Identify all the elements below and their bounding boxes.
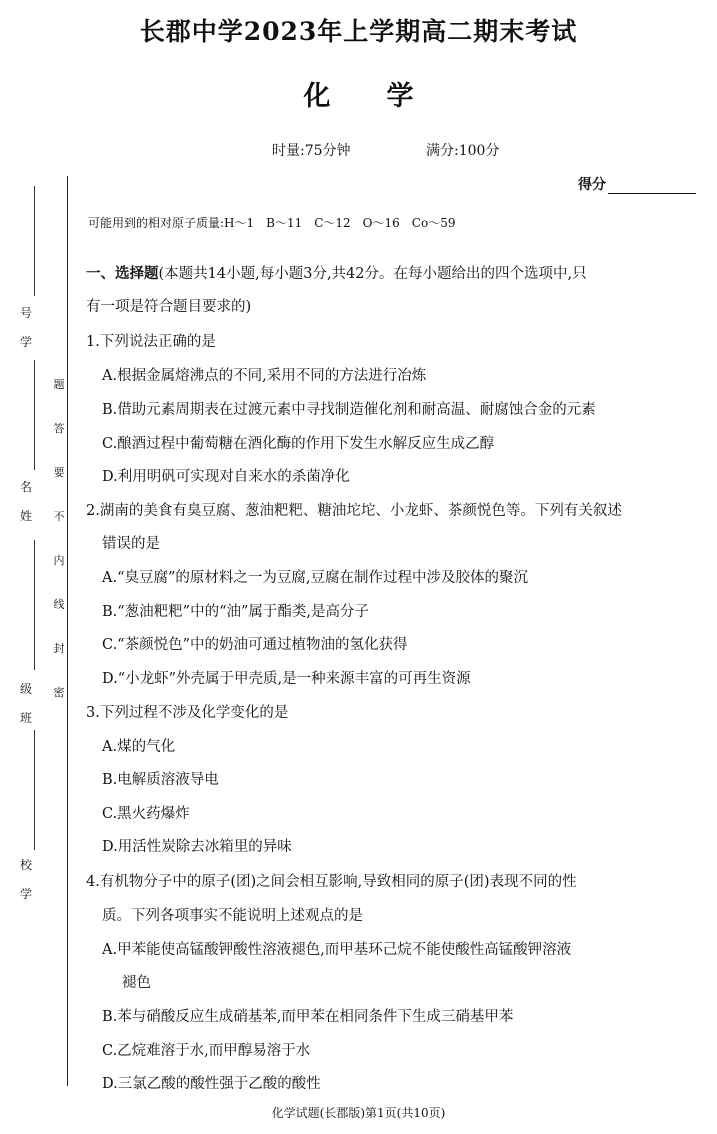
field-underline xyxy=(34,540,35,670)
option: B.借助元素周期表在过渡元素中寻找制造催化剂和耐高温、耐腐蚀合金的元素 xyxy=(102,402,596,418)
question-stem: 1.下列说法正确的是 xyxy=(86,334,216,350)
field-underline xyxy=(34,730,35,850)
section-instructions-cont: 有一项是符合题目要求的) xyxy=(86,299,252,315)
field-school: 校 学 xyxy=(19,858,32,901)
option: C.“茶颜悦色”中的奶油可通过植物油的氢化获得 xyxy=(102,637,408,653)
full-score: 满分:100分 xyxy=(426,143,500,159)
option: A.根据金属熔沸点的不同,采用不同的方法进行冶炼 xyxy=(102,368,427,384)
field-underline xyxy=(34,186,35,296)
question-stem-cont: 错误的是 xyxy=(102,536,160,552)
seal-char: 封 xyxy=(53,642,65,655)
binding-line xyxy=(67,176,68,1086)
exam-title: 长郡中学2023年上学期高二期末考试 xyxy=(139,17,578,46)
section-heading: 一、选择题 xyxy=(86,265,159,282)
field-name: 名 姓 xyxy=(19,480,32,523)
question-stem: 2.湖南的美食有臭豆腐、葱油粑粑、糖油坨坨、小龙虾、茶颜悦色等。下列有关叙述 xyxy=(86,503,622,519)
seal-char: 内 xyxy=(53,554,65,567)
option: B.“葱油粑粑”中的“油”属于酯类,是高分子 xyxy=(102,604,370,620)
option-cont: 褪色 xyxy=(122,975,151,991)
seal-char: 密 xyxy=(53,686,65,699)
atomic-masses: 可能用到的相对原子质量:H～1 B～11 C～12 O～16 Co～59 xyxy=(88,216,456,230)
question-stem: 4.有机物分子中的原子(团)之间会相互影响,导致相同的原子(团)表现不同的性 xyxy=(86,874,577,890)
option: A.煤的气化 xyxy=(102,739,176,755)
score-label: 得分 xyxy=(578,177,606,193)
option: A.“臭豆腐”的原材料之一为豆腐,豆腐在制作过程中涉及胶体的聚沉 xyxy=(102,570,529,586)
score-blank[interactable] xyxy=(608,179,696,194)
seal-char: 答 xyxy=(53,422,65,435)
section-intro xyxy=(86,262,587,283)
section-instructions: (本题共14小题,每小题3分,共42分。在每小题给出的四个选项中,只 xyxy=(158,266,587,282)
field-student-id: 号 学 xyxy=(19,306,32,349)
option: A.甲苯能使高锰酸钾酸性溶液褪色,而甲基环己烷不能使酸性高锰酸钾溶液 xyxy=(102,942,572,958)
option: D.利用明矾可实现对自来水的杀菌净化 xyxy=(102,469,350,485)
field-underline xyxy=(34,360,35,470)
option: B.苯与硝酸反应生成硝基苯,而甲苯在相同条件下生成三硝基甲苯 xyxy=(102,1009,514,1025)
seal-char: 题 xyxy=(53,378,65,391)
option: D.三氯乙酸的酸性强于乙酸的酸性 xyxy=(102,1076,321,1092)
option: B.电解质溶液导电 xyxy=(102,772,219,788)
option: C.乙烷难溶于水,而甲醇易溶于水 xyxy=(102,1043,311,1059)
seal-char: 不 xyxy=(53,510,65,523)
question-stem: 3.下列过程不涉及化学变化的是 xyxy=(86,705,289,721)
option: D.用活性炭除去冰箱里的异味 xyxy=(102,839,292,855)
option: D.“小龙虾”外壳属于甲壳质,是一种来源丰富的可再生资源 xyxy=(102,671,471,687)
option: C.酿酒过程中葡萄糖在酒化酶的作用下发生水解反应生成乙醇 xyxy=(102,436,495,452)
field-class: 级 班 xyxy=(19,682,32,725)
score-field[interactable] xyxy=(578,174,696,194)
seal-char: 线 xyxy=(53,598,65,611)
exam-time: 时量:75分钟 xyxy=(272,143,351,159)
seal-char: 要 xyxy=(53,466,65,479)
question-stem-cont: 质。下列各项事实不能说明上述观点的是 xyxy=(102,908,363,924)
option: C.黑火药爆炸 xyxy=(102,806,190,822)
page-footer: 化学试题(长郡版)第1页(共10页) xyxy=(271,1106,446,1120)
subject-title: 化学 xyxy=(303,81,470,112)
